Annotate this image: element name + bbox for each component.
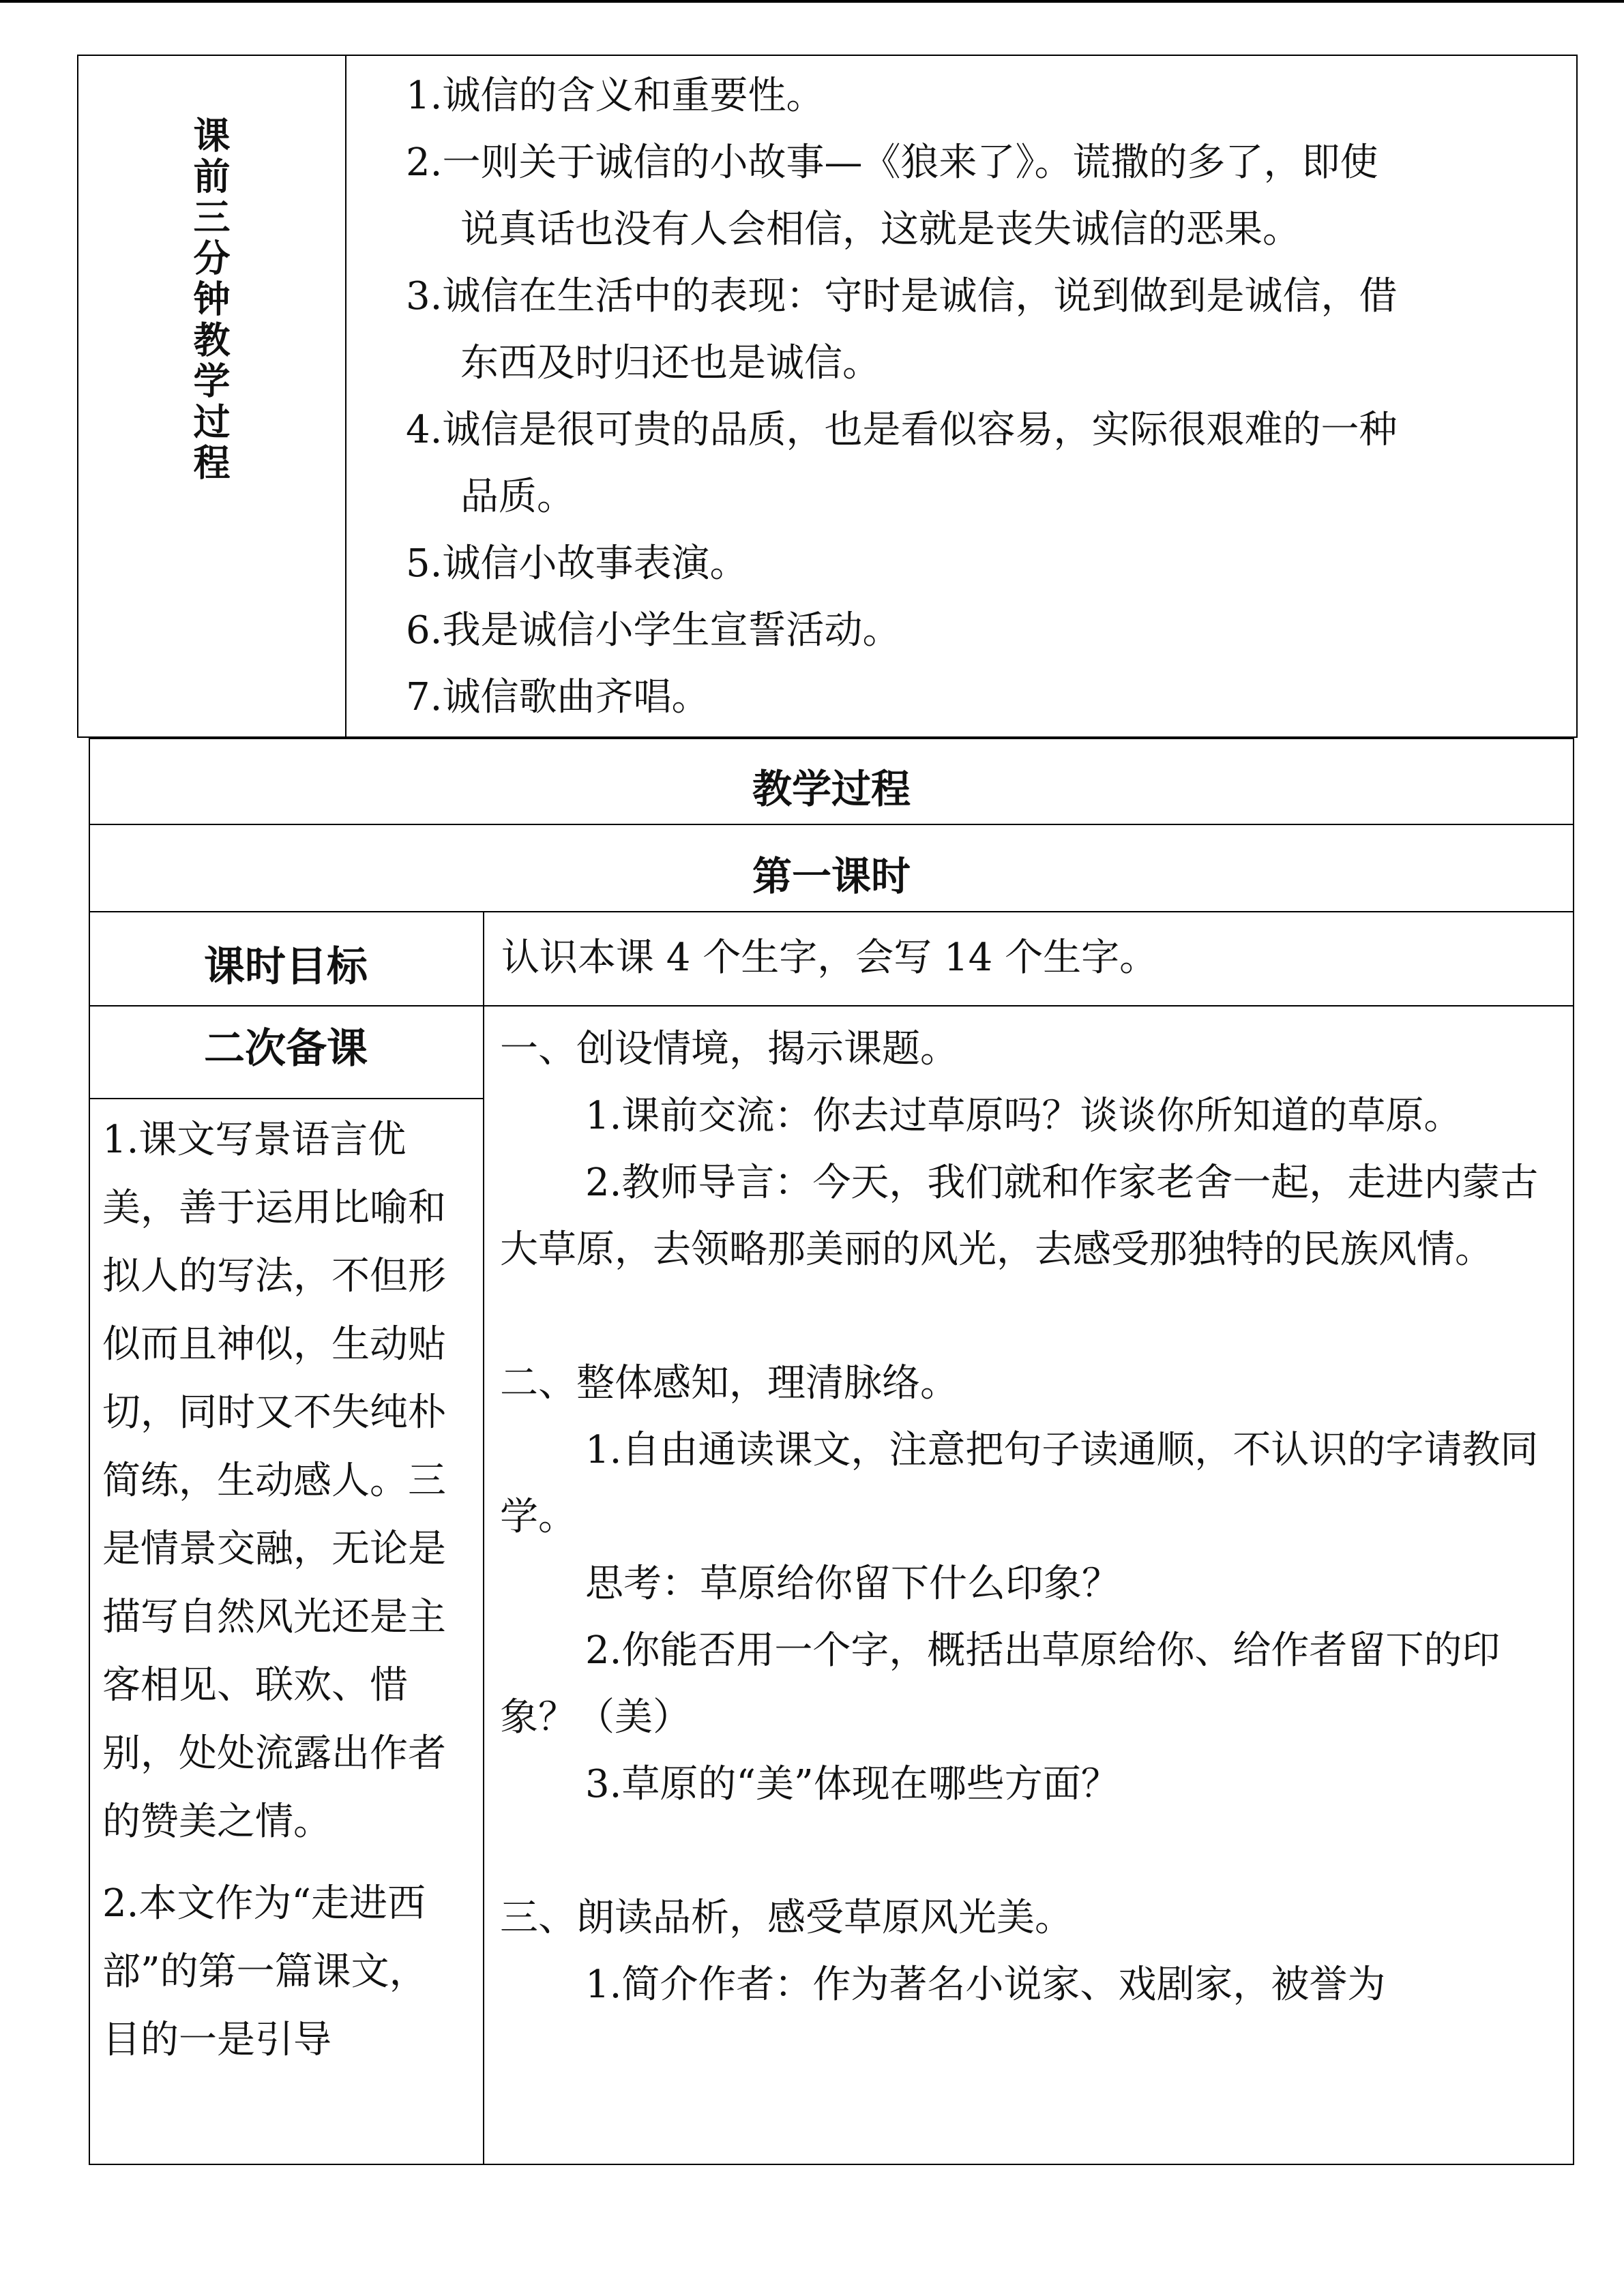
- row-divider: [89, 824, 1574, 825]
- item-number: 1.: [406, 74, 443, 118]
- pre-class-side-label: 课前三分钟教学过程: [188, 116, 231, 484]
- lesson-title: 第一课时: [752, 853, 911, 899]
- lesson-paragraph: 3.草原的“美”体现在哪些方面？: [585, 1762, 1119, 1806]
- section-heading: 三、朗读品析，感受草原风光美。: [500, 1896, 1073, 1940]
- prep-divider: [89, 1098, 483, 1099]
- lesson-paragraph: 1.简介作者：作为著名小说家、戏剧家，被誉为: [585, 1963, 1386, 2007]
- prep-note-2: 2.本文作为“走进西部”的第一篇课文，目的一是引导: [102, 1881, 428, 2062]
- lesson-paragraph: 2.你能否用一个字，概括出草原给你、给作者留下的印象？（美）: [500, 1628, 1501, 1740]
- item-text: 诚信小故事表演。: [442, 541, 748, 586]
- item-text: 我是诚信小学生宣誓活动。: [442, 608, 901, 653]
- lesson-content: [500, 1016, 1550, 2018]
- item-text: 诚信在生活中的表现：守时是诚信，说到做到是诚信，借: [442, 274, 1398, 318]
- item-text: 诚信是很可贵的品质，也是看似容易，实际很艰难的一种: [442, 408, 1398, 452]
- row-divider: [89, 1005, 1574, 1007]
- page-top-rule: [0, 0, 1624, 3]
- pre-class-item: [406, 130, 1559, 263]
- item-text-continued: 东西及时归还也是诚信。: [460, 341, 881, 385]
- section-heading: 一、创设情境，揭示课题。: [500, 1027, 958, 1071]
- secondary-prep-label: 二次备课: [204, 1025, 368, 1073]
- item-number: 5.: [406, 541, 443, 586]
- item-text-continued: 品质。: [460, 475, 575, 519]
- lesson-paragraph: 2.教师导言：今天，我们就和作家老舍一起，走进内蒙古大草原，去领略那美丽的风光，去感受那独特的民族风情。: [500, 1161, 1539, 1272]
- item-text: 诚信的含义和重要性。: [442, 74, 825, 118]
- row-divider: [89, 911, 1574, 912]
- item-number: 4.: [406, 408, 443, 452]
- column-divider: [483, 911, 484, 2165]
- item-text: 一则关于诚信的小故事—《狼来了》。谎撒的多了，即使: [442, 140, 1378, 185]
- lesson-paragraph: 思考：草原给你留下什么印象？: [585, 1562, 1120, 1606]
- lesson-paragraph: 1.课前交流：你去过草原吗？谈谈你所知道的草原。: [585, 1094, 1462, 1138]
- teaching-process-title: 教学过程: [752, 766, 911, 812]
- item-number: 6.: [406, 608, 443, 653]
- section-heading: 二、整体感知，理清脉络。: [500, 1361, 958, 1405]
- pre-class-divider: [345, 55, 346, 738]
- item-text: 诚信歌曲齐唱。: [442, 675, 710, 719]
- item-number: 2.: [406, 140, 443, 185]
- item-number: 7.: [406, 675, 443, 719]
- pre-class-item: [406, 63, 1559, 130]
- pre-class-item: [406, 597, 1559, 664]
- pre-class-item: [406, 397, 1559, 531]
- goal-text: 认识本课 4 个生字，会写 14 个生字。: [501, 936, 1158, 980]
- goal-label: 课时目标: [204, 943, 368, 991]
- item-number: 3.: [406, 274, 443, 318]
- pre-class-item: [406, 263, 1559, 397]
- lesson-paragraph: 1.自由通读课文，注意把句子读通顺，不认识的字请教同学。: [500, 1428, 1539, 1539]
- pre-class-item: [406, 664, 1559, 731]
- secondary-prep-notes: [102, 1106, 457, 2074]
- item-text-continued: 说真话也没有人会相信，这就是丧失诚信的恶果。: [460, 207, 1301, 252]
- prep-note-1: 1.课文写景语言优美，善于运用比喻和拟人的写法，不但形似而且神似，生动贴切，同时又不失纯朴简练，生动感人。三是情景交融，无论是描写自然风光还是主客相见、联欢、惜别，处处流露出作者的赞美之情。: [102, 1118, 446, 1844]
- pre-class-item: [406, 531, 1559, 597]
